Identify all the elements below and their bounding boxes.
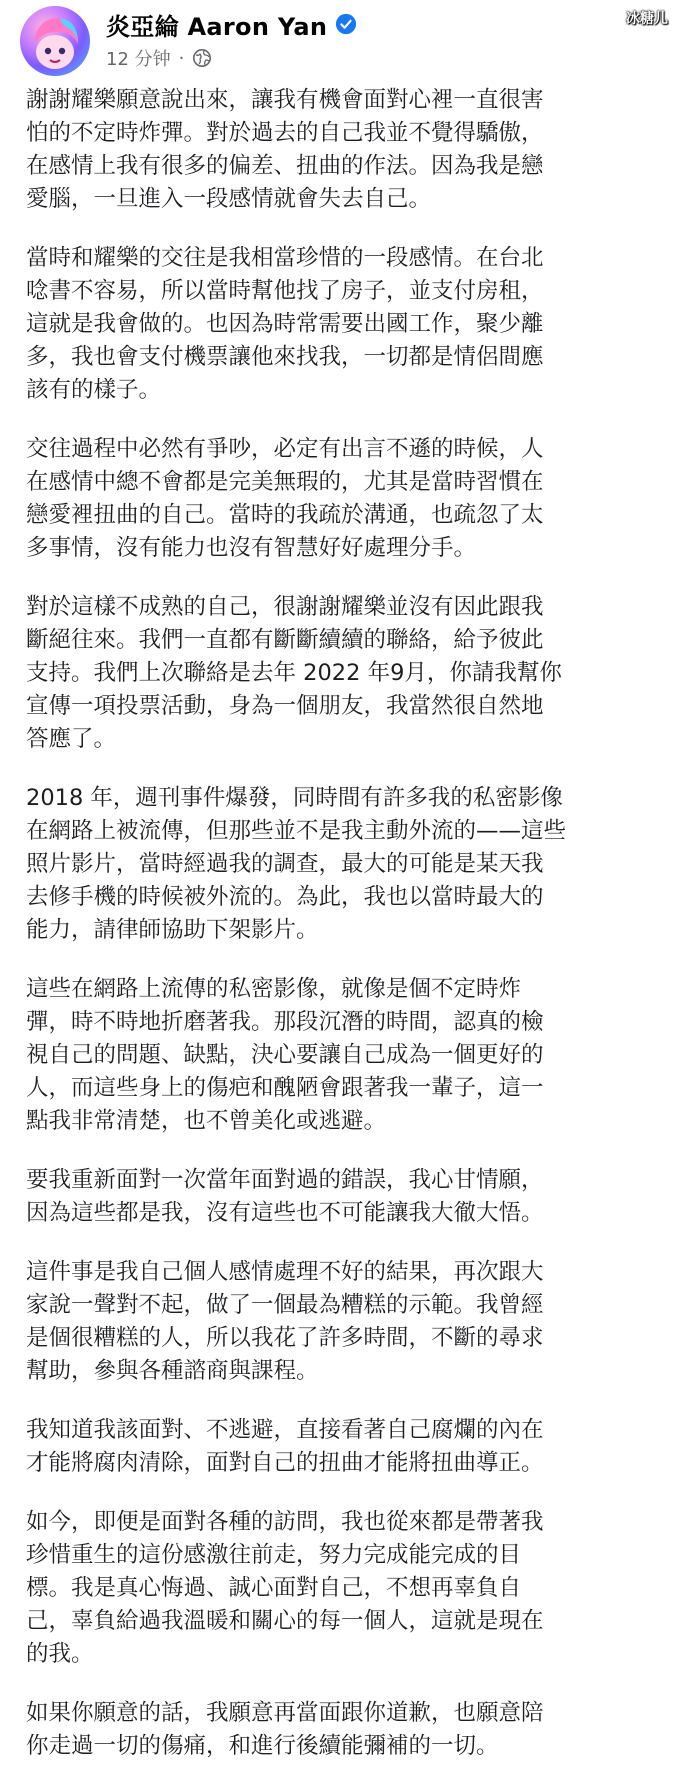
post-text-line: 宣傳一項投票活動，身為一個朋友，我當然很自然地 (26, 693, 544, 719)
post-text-line: 唸書不容易，所以當時幫他找了房子，並支付房租， (26, 278, 544, 304)
post-text-line: 如今，即便是面對各種的訪問，我也從來都是帶著我 (26, 1509, 544, 1535)
post-text-line: 交往過程中必然有爭吵，必定有出言不遜的時候，人 (26, 436, 544, 462)
post-timestamp[interactable]: 12 分钟 (106, 49, 171, 70)
post-paragraph (26, 433, 676, 565)
post-text-line: 多事情，沒有能力也沒有智慧好好處理分手。 (26, 535, 477, 561)
post-text-line: 多，我也會支付機票讓他來找我，一切都是情侶間應 (26, 344, 544, 370)
post-paragraph (26, 84, 676, 216)
post-paragraph (26, 1697, 676, 1763)
post-text-line: 這些在網路上流傳的私密影像，就像是個不定時炸 (26, 976, 522, 1002)
watermark: 冰糖儿 (626, 11, 668, 27)
post-paragraph (26, 591, 676, 756)
post-text-line: 彈，時不時地折磨著我。那段沉潛的時間，認真的檢 (26, 1009, 544, 1035)
post-text-line: 去修手機的時候被外流的。為此，我也以當時最大的 (26, 884, 544, 910)
post-text-line: 這件事是我自己個人感情處理不好的結果，再次跟大 (26, 1259, 544, 1285)
post-text-line: 答應了。 (26, 726, 117, 752)
post-text-line: 標。我是真心悔過、誠心面對自己，不想再辜負自 (26, 1575, 522, 1601)
post-text-line: 該有的樣子。 (26, 377, 162, 403)
post-paragraph (26, 1256, 676, 1388)
post-text-line: 己，辜負給過我溫暖和關心的每一個人，這就是現在 (26, 1608, 544, 1634)
post-text-line: 謝謝耀樂願意說出來，讓我有機會面對心裡一直很害 (26, 87, 544, 113)
post-text-line: 家說一聲對不起，做了一個最為糟糕的示範。我曾經 (26, 1292, 544, 1318)
post-text-line: 視自己的問題、缺點，決心要讓自己成為一個更好的 (26, 1042, 544, 1068)
globe-icon[interactable] (192, 48, 212, 68)
cartoon-avatar-icon (20, 6, 90, 76)
post-text-line: 斷絕往來。我們一直都有斷斷續續的聯絡，給予彼此 (26, 627, 544, 653)
post-text-line: 怕的不定時炸彈。對於過去的自己我並不覺得驕傲， (26, 120, 544, 146)
post-text-line: 2018 年，週刊事件爆發，同時間有許多我的私密影像 (26, 785, 563, 811)
post-text-line: 我知道我該面對、不逃避，直接看著自己腐爛的內在 (26, 1417, 544, 1443)
post-text-line: 你走過一切的傷痛，和進行後續能彌補的一切。 (26, 1733, 499, 1759)
post-text-line: 照片影片，當時經過我的調查，最大的可能是某天我 (26, 851, 544, 877)
post-meta (106, 46, 212, 70)
author-name[interactable]: 炎亞綸 Aaron Yan (106, 12, 328, 41)
post-text-line: 因為這些都是我，沒有這些也不可能讓我大徹大悟。 (26, 1200, 544, 1226)
post-body (26, 84, 676, 1789)
post-header (0, 0, 690, 80)
post-text-line: 能力，請律師協助下架影片。 (26, 917, 319, 943)
author-avatar[interactable] (20, 6, 90, 76)
post-text-line: 的我。 (26, 1641, 94, 1667)
post-text-line: 支持。我們上次聯絡是去年 2022 年9月，你請我幫你 (26, 660, 562, 686)
post-text-line: 在網路上被流傳，但那些並不是我主動外流的——這些 (26, 818, 567, 844)
post-text-line: 要我重新面對一次當年面對過的錯誤，我心甘情願， (26, 1167, 544, 1193)
verified-badge-icon (335, 13, 357, 35)
post-text-line: 點我非常清楚，也不曾美化或逃避。 (26, 1108, 387, 1134)
post-paragraph (26, 782, 676, 947)
post-text-line: 在感情上我有很多的偏差、扭曲的作法。因為我是戀 (26, 153, 544, 179)
post-text-line: 在感情中總不會都是完美無瑕的，尤其是當時習慣在 (26, 469, 544, 495)
author-name-row (106, 8, 357, 40)
post-paragraph (26, 1164, 676, 1230)
post-text-line: 戀愛裡扭曲的自己。當時的我疏於溝通，也疏忽了太 (26, 502, 544, 528)
post-text-line: 珍惜重生的這份感激往前走，努力完成能完成的目 (26, 1542, 522, 1568)
post-paragraph (26, 242, 676, 407)
post-text-line: 這就是我會做的。也因為時常需要出國工作，聚少離 (26, 311, 544, 337)
post-paragraph (26, 973, 676, 1138)
post-text-line: 才能將腐肉清除，面對自己的扭曲才能將扭曲導正。 (26, 1450, 544, 1476)
post-text-line: 愛腦，一旦進入一段感情就會失去自己。 (26, 186, 432, 212)
post-text-line: 如果你願意的話，我願意再當面跟你道歉，也願意陪 (26, 1700, 544, 1726)
post-text-line: 人，而這些身上的傷疤和醜陋會跟著我一輩子，這一 (26, 1075, 544, 1101)
post-text-line: 對於這樣不成熟的自己，很謝謝耀樂並沒有因此跟我 (26, 594, 544, 620)
post-paragraph (26, 1506, 676, 1671)
post-paragraph (26, 1414, 676, 1480)
post-text-line: 幫助，參與各種諮商與課程。 (26, 1358, 319, 1384)
post-text-line: 是個很糟糕的人，所以我花了許多時間，不斷的尋求 (26, 1325, 544, 1351)
meta-separator: · (178, 47, 185, 69)
post-text-line: 當時和耀樂的交往是我相當珍惜的一段感情。在台北 (26, 245, 544, 271)
